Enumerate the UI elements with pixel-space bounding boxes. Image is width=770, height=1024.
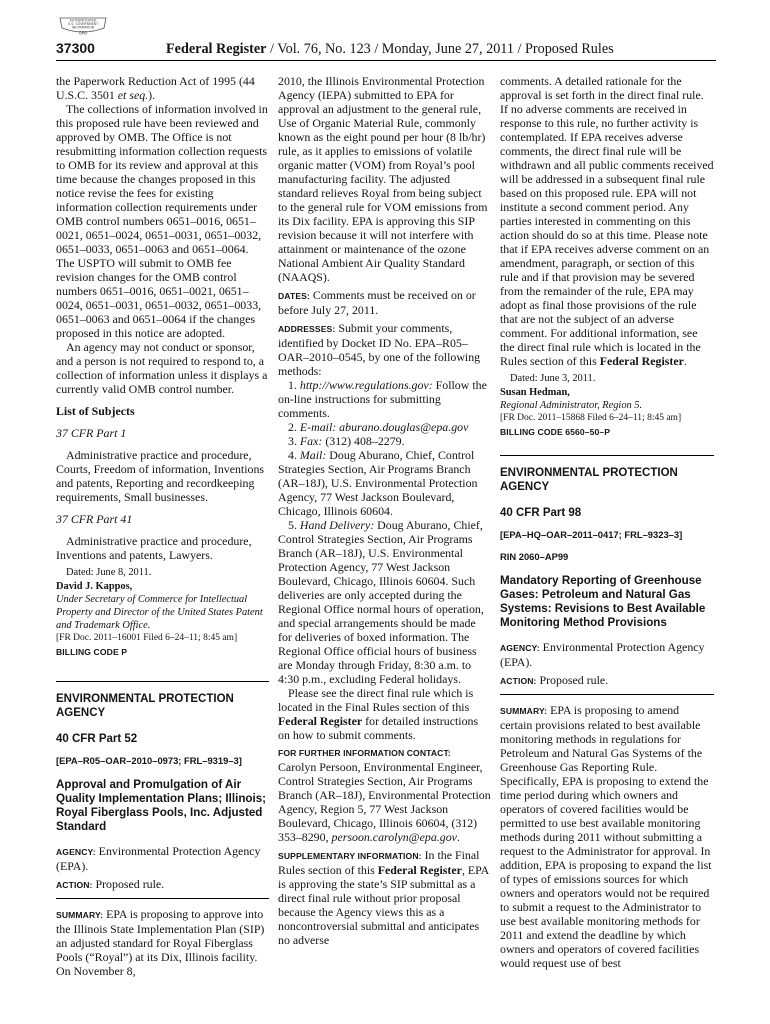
- page-number: 37300: [56, 40, 95, 56]
- supplementary-info: [278, 848, 491, 947]
- action-line: [56, 877, 269, 892]
- divider: [500, 694, 714, 695]
- addresses-line: [278, 321, 491, 378]
- running-head-text: / Vol. 76, No. 123 / Monday, June 27, 2011 / Proposed Rules: [266, 41, 614, 57]
- text: EPA is proposing to amend certain provisions related to best available monitoring methods in regulations for Petroleum and Natural Gas Systems of the Greenhouse Gas Reporting Rule. Specifically, EPA is proposing to extend the time period during which owners and operators of covered facilities would be permitted to use best available monitoring methods during 2011 without submitting a request to the Administrator for approval. In addition, EPA is proposing to expand the list of types of emissions sources for which owners and operators would not be required to submit a request to the Administrator to use best available monitoring methods for 2011 and extend the deadline by which owners and operators of covered facilities would request use of best: [500, 703, 712, 970]
- text: Mail:: [299, 448, 327, 462]
- cfr-part-heading: 40 CFR Part 52: [56, 733, 138, 745]
- label: ADDRESSES:: [278, 324, 336, 334]
- cfr-heading: 37 CFR Part 41: [56, 512, 133, 526]
- method-2: [278, 420, 491, 434]
- logo-text-4: GPO: [78, 30, 88, 36]
- text: Comments must be received on or before July 27, 2011.: [278, 288, 476, 317]
- agency-heading: ENVIRONMENTAL PROTECTION AGENCY: [56, 693, 234, 719]
- fr-doc-line: [FR Doc. 2011–15868 Filed 6–24–11; 8:45 am]: [500, 413, 682, 423]
- text: , EPA is approving the state’s SIP submittal as a direct final rule without prior proposal because the Agency views this as a noncontroversial submittal and anticipates no adverse: [278, 863, 489, 947]
- paragraph: Administrative practice and procedure, Courts, Freedom of information, Inventions and patents, Reporting and recordkeeping requirements, Small businesses.: [56, 448, 265, 504]
- text: Doug Aburano, Chief, Control Strategies Section, Air Programs Branch (AR–18J), U.S. Environmental Protection Agency, 77 West Jackson Boulevard, Chicago, Illinois 60604.: [278, 448, 478, 518]
- action-line: [500, 673, 714, 688]
- text: Federal Register: [377, 863, 462, 877]
- agency-heading: ENVIRONMENTAL PROTECTION AGENCY: [500, 467, 678, 493]
- text: Federal Register: [278, 714, 363, 728]
- text: http://www.regulations.gov:: [299, 378, 433, 392]
- fr-doc-line: [FR Doc. 2011–16001 Filed 6–24–11; 8:45 am]: [56, 633, 238, 643]
- dated-line: Dated: June 3, 2011.: [510, 373, 596, 384]
- text: the Paperwork Reduction Act of 1995 (44 U.S.C. 3501: [56, 74, 255, 102]
- label: ACTION:: [500, 676, 537, 686]
- logo-text-2: U.S. GOVERNMENT: [67, 22, 99, 26]
- label: AGENCY:: [500, 643, 540, 653]
- column-1: [56, 74, 269, 978]
- agency-line: [500, 640, 714, 669]
- text: Fax:: [299, 434, 323, 448]
- agency-line: [56, 844, 269, 873]
- text: (312) 408–2279.: [322, 434, 405, 448]
- signer-title: Regional Administrator, Region 5.: [500, 400, 643, 411]
- text: Please see the direct final rule which is located in the Final Rules section of this: [278, 686, 474, 714]
- label: SUMMARY:: [500, 706, 548, 716]
- logo-text-3: INFORMATION: [71, 25, 95, 30]
- column-3: [500, 74, 714, 970]
- text: comments. A detailed rationale for the approval is set forth in the direct final rule. If no adverse comments are received in response to this rule, no further activity is contemplated. If EPA receives adverse comments, the direct final rule will be withdrawn and all public comments received will be addressed in a subsequent final rule based on this proposed rule. EPA will not institute a second comment period. Any parties interested in commenting on this action should do so at this time. Please note that if EPA receives adverse comment on an amendment, paragraph, or section of this rule and if that provision may be severed from the remainder of the rule, EPA may adopt as final those provisions of the rule that are not the subject of an adverse comment. For additional information, see the direct final rule which is located in the Rules section of this: [500, 74, 714, 368]
- text: Environmental Protection Agency (EPA).: [56, 844, 261, 873]
- paragraph: The collections of information involved in this proposed rule have been reviewed and approved by OMB. The Office is not resubmitting information collection requests to OMB for its review and approval at this time because the changes proposed in this notice revise the fees for existing information collection requirements under OMB control numbers 0651–0016, 0651–0021, 0651–0024, 0651–0031, 0651–0032, 0651–0033, 0651–0063 and 0651–0064. The USPTO will submit to OMB fee revision changes for the OMB control numbers 0651–0016, 0651–0021, 0651–0024, 0651–0031, 0651–0032, 0651–0033, 0651–0063 and 0651–0064 if the changes proposed in this notice are adopted.: [56, 102, 268, 340]
- text: Carolyn Persoon, Environmental Engineer, Control Strategies Section, Air Programs Branch (AR–18J), Environmental Protection Agency, Region 5, 77 West Jackson Boulevard, Chicago, Illinois 60604, (312) 353–8290,: [278, 760, 491, 844]
- text: Follow the on-line instructions for submitting comments.: [278, 378, 487, 420]
- summary: [56, 907, 269, 978]
- text: 3.: [288, 434, 300, 448]
- docket-number: [EPA–HQ–OAR–2011–0417; FRL–9323–3]: [500, 529, 683, 540]
- paragraph: [56, 74, 269, 102]
- rule-title: Mandatory Reporting of Greenhouse Gases: Petroleum and Natural Gas Systems: Revisions to Best Available Monitoring Method Provisions: [500, 574, 706, 629]
- billing-code: BILLING CODE 6560–50–P: [500, 427, 611, 437]
- label: ACTION:: [56, 880, 93, 890]
- divider: [56, 898, 269, 899]
- text: In the Final Rules section of this: [278, 848, 480, 877]
- text: Hand Delivery:: [299, 518, 375, 532]
- paragraph: [278, 686, 491, 742]
- label: SUMMARY:: [56, 910, 104, 920]
- cfr-part-heading: 40 CFR Part 98: [500, 507, 582, 519]
- cfr-heading: 37 CFR Part 1: [56, 426, 127, 440]
- signer-name: Susan Hedman,: [500, 387, 570, 398]
- text: .: [456, 830, 460, 844]
- billing-code: BILLING CODE P: [56, 647, 128, 657]
- summary: [500, 703, 714, 970]
- text: .: [683, 354, 687, 368]
- text: 2.: [288, 420, 300, 434]
- method-5: [278, 518, 491, 686]
- paragraph: Administrative practice and procedure, Inventions and patents, Lawyers.: [56, 534, 252, 562]
- page-header: [56, 40, 716, 61]
- publication-name: Federal Register: [166, 41, 267, 57]
- text: 1.: [288, 378, 300, 392]
- method-4: [278, 448, 491, 518]
- text: Doug Aburano, Chief, Control Strategies Section, Air Programs Branch (AR–18J), U.S. Environmental Protection Agency, 77 West Jackson Boulevard, Chicago, Illinois 60604. Such deliveries are only accepted during the Regional Office normal hours of operation, and special arrangements should be made for deliveries of boxed information. The Regional Office official hours of business are Monday through Friday, 8:30 a.m. to 4:30 p.m., excluding Federal holidays.: [278, 518, 484, 686]
- logo-text-1: AUTHENTICATED: [69, 18, 97, 23]
- further-info-label: FOR FURTHER INFORMATION CONTACT:: [278, 748, 451, 758]
- text: Proposed rule.: [536, 673, 609, 687]
- text: E-mail: aburano.douglas@epa.gov: [299, 420, 469, 434]
- paragraph: [500, 74, 714, 368]
- gpo-authentication-logo: [58, 14, 108, 38]
- text: for detailed instructions on how to submit comments.: [278, 714, 479, 742]
- paragraph: An agency may not conduct or sponsor, and a person is not required to respond to, a collection of information unless it displays a currently valid OMB control number.: [56, 340, 268, 396]
- text: Proposed rule.: [92, 877, 165, 891]
- docket-number: [EPA–R05–OAR–2010–0973; FRL–9319–3]: [56, 755, 242, 766]
- column-2: [278, 74, 491, 947]
- label: SUPPLEMENTARY INFORMATION:: [278, 851, 422, 861]
- rule-title: Approval and Promulgation of Air Quality Implementation Plans; Illinois; Royal Fiberglass Pools, Inc. Adjusted Standard: [56, 778, 267, 833]
- text: Federal Register: [599, 354, 684, 368]
- rin-number: RIN 2060–AP99: [500, 551, 569, 562]
- text: et seq.: [117, 88, 149, 102]
- further-info: [278, 760, 491, 844]
- method-3: [278, 434, 491, 448]
- text: ).: [148, 88, 156, 102]
- text: EPA is proposing to approve into the Illinois State Implementation Plan (SIP) an adjusted standard for Royal Fiberglass Pools (“Royal”) at its Dix, Illinois facility. On November 8,: [56, 907, 265, 978]
- signer-title: Under Secretary of Commerce for Intellectual Property and Director of the United States Patent and Trademark Office.: [56, 594, 263, 631]
- signer-name: David J. Kappos,: [56, 581, 133, 592]
- running-head: [166, 41, 614, 58]
- text: Environmental Protection Agency (EPA).: [500, 640, 705, 669]
- dated-line: Dated: June 8, 2011.: [66, 567, 152, 578]
- divider: [56, 681, 269, 682]
- text: persoon.carolyn@epa.gov: [331, 830, 457, 844]
- text: 4.: [288, 448, 300, 462]
- method-1: [278, 378, 491, 420]
- label: AGENCY:: [56, 847, 96, 857]
- paragraph: 2010, the Illinois Environmental Protection Agency (IEPA) submitted to EPA for approval an adjustment to the general rule, Use of Organic Material Rule, commonly known as the eight pound per hour (8 lb/hr) rule, as it applies to emissions of volatile organic matter (VOM) from Royal’s pool manufacturing facility. The adjusted standard relieves Royal from being subject to the general rule for VOM emissions from its Dix facility. EPA is approving this SIP revision because it will not interfere with attainment or maintenance of the ozone National Ambient Air Quality Standard (NAAQS).: [278, 74, 488, 284]
- text: Submit your comments, identified by Docket ID No. EPA–R05–OAR–2010–0545, by one of the following methods:: [278, 321, 481, 378]
- dates-line: [278, 288, 491, 317]
- divider: [500, 455, 714, 456]
- subjects-heading: List of Subjects: [56, 404, 135, 418]
- label: DATES:: [278, 291, 310, 301]
- text: 5.: [288, 518, 300, 532]
